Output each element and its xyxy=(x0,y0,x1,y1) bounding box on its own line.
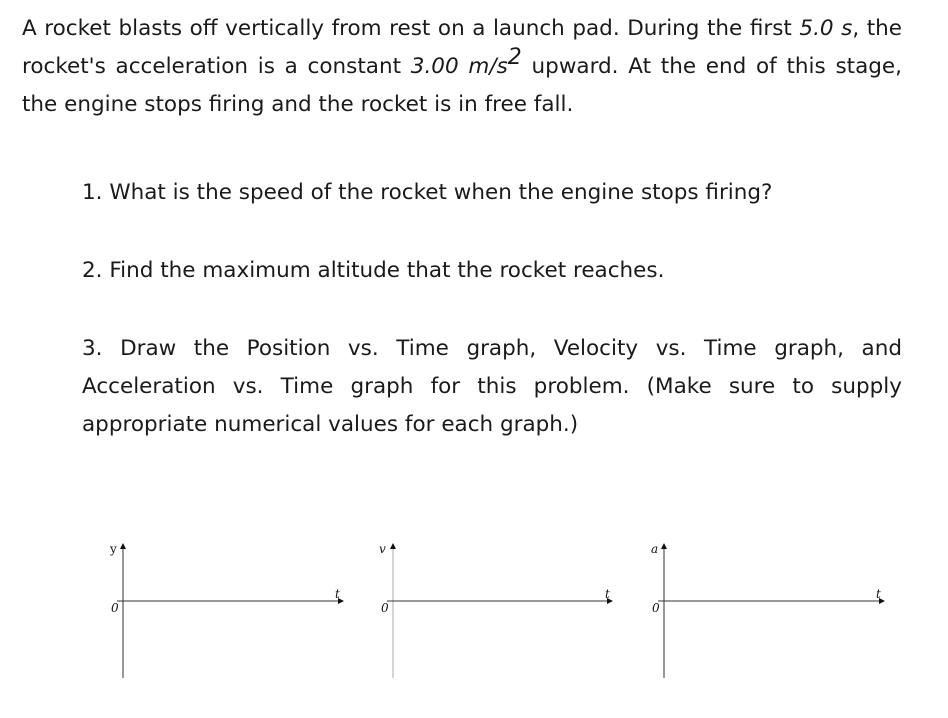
intro-text: A rocket blasts off vertically from rest on a launch pad. During the first xyxy=(22,16,800,41)
question-3: 3. Draw the Position vs. Time graph, Velocity vs. Time graph, and Acceleration vs. Time graph for this problem. (Make sure to supply appropriate numerical values for each graph.) xyxy=(82,336,902,437)
acceleration-value: 3.00 m/s xyxy=(410,54,508,79)
time-value: 5.0 s xyxy=(799,16,853,41)
question-2: 2. Find the maximum altitude that the rocket reaches. xyxy=(82,258,665,283)
position-graph xyxy=(109,542,343,678)
t-label: t xyxy=(335,587,340,601)
t-label: t xyxy=(605,587,610,601)
intro-text-3: upward. At the end of this stage, the engine stops firing and the rocket is in free fall. xyxy=(22,54,902,117)
v-label: v xyxy=(379,542,386,556)
acceleration-graph xyxy=(651,542,884,678)
origin-label: 0 xyxy=(111,601,119,615)
t-label: t xyxy=(876,587,881,601)
intro-text-2: , the rocket's acceleration is a constant xyxy=(22,16,902,79)
velocity-graph xyxy=(379,542,612,678)
a-label: a xyxy=(651,542,659,556)
exponent: 2 xyxy=(507,45,522,70)
origin-label: 0 xyxy=(381,601,389,615)
origin-label: 0 xyxy=(652,601,660,615)
y-label: y xyxy=(110,542,117,556)
question-1: 1. What is the speed of the rocket when the engine stops firing? xyxy=(82,180,773,205)
